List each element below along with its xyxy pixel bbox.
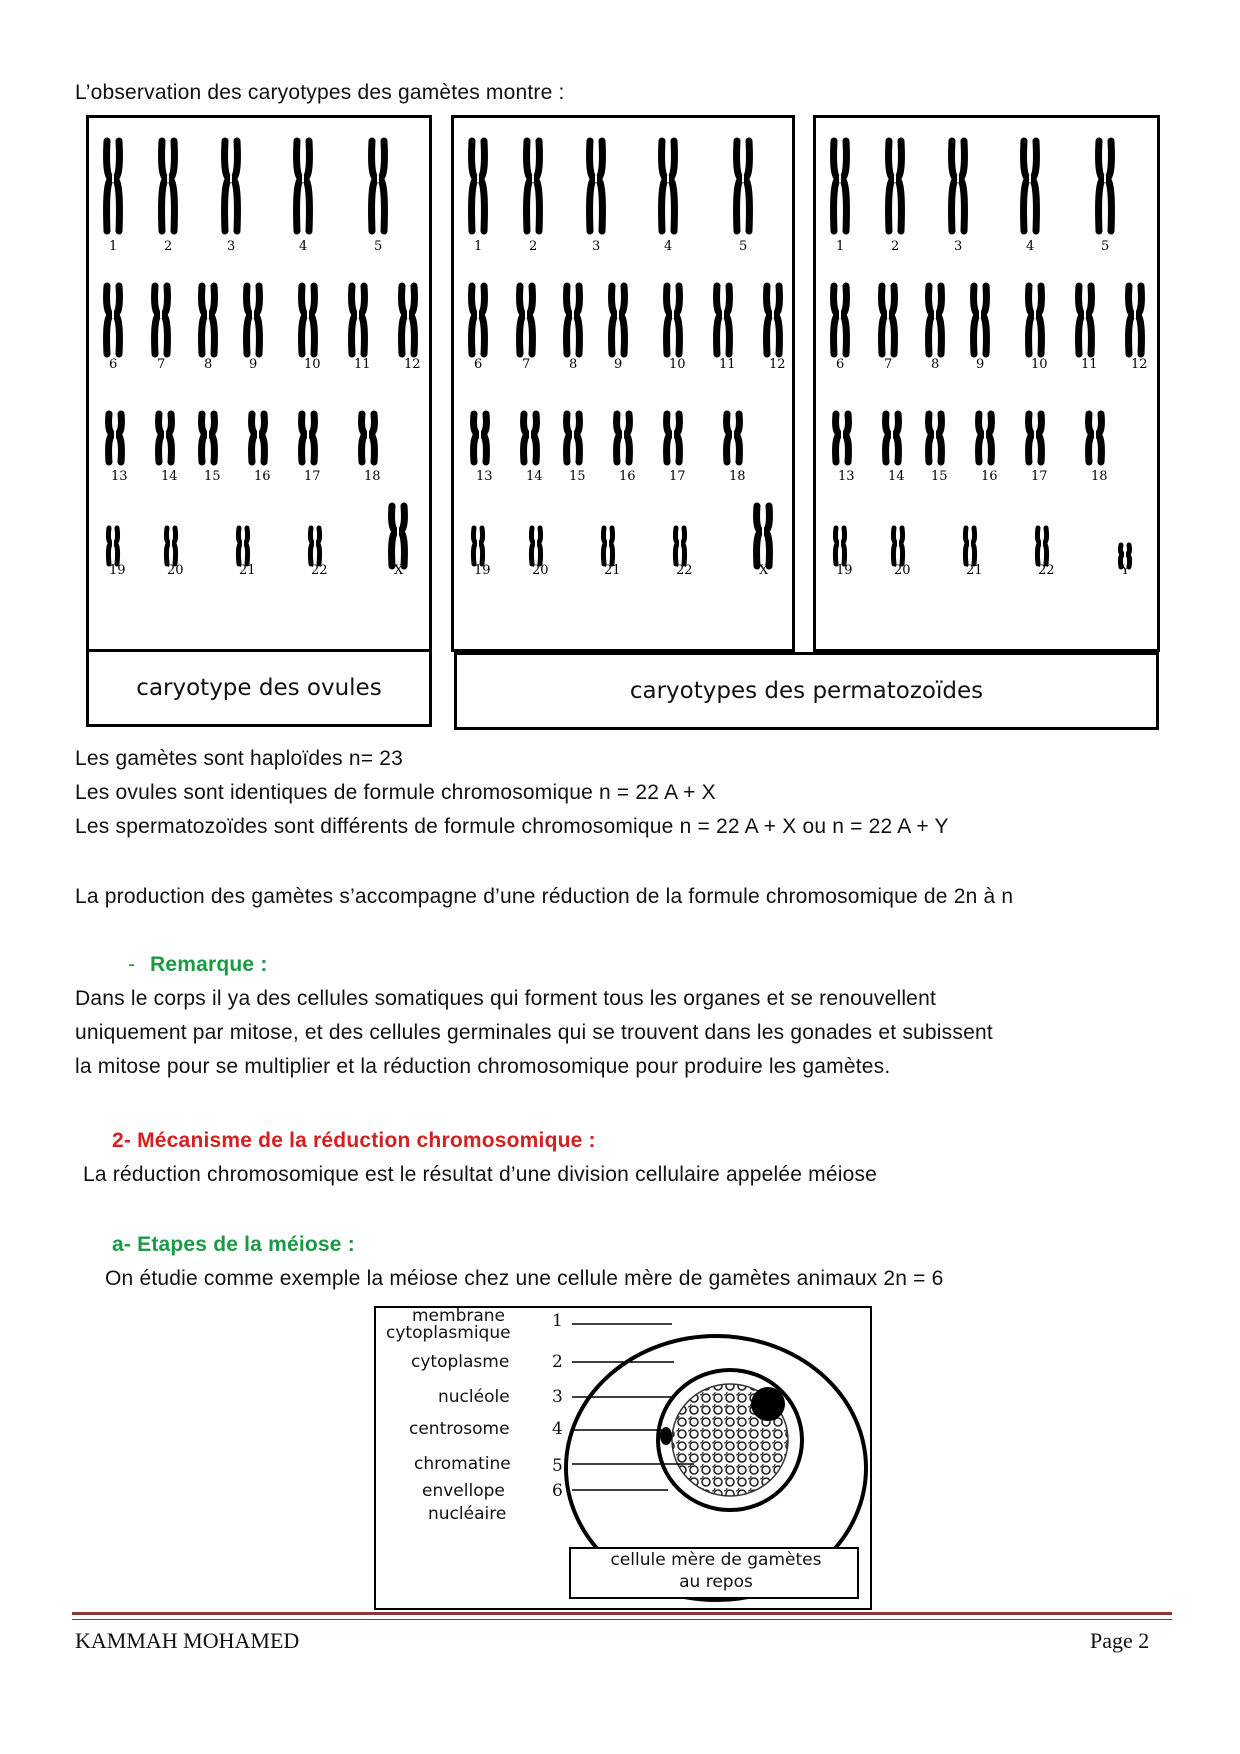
chromosome-number-16: 16 [619, 469, 636, 484]
label-num-1: 1 [552, 1311, 563, 1331]
chromosome-number-8: 8 [569, 357, 578, 372]
section-2-text: La réduction chromosomique est le résultat d’une division cellulaire appelée méiose [83, 1163, 878, 1186]
label-num-4: 4 [552, 1419, 563, 1439]
nucleolus-dot [751, 1387, 785, 1421]
chromosome-number-16: 16 [981, 469, 998, 484]
label-chromatine: chromatine [414, 1454, 511, 1474]
chromosome-21 [238, 528, 247, 564]
chromosome-number-11: 11 [354, 357, 371, 372]
chromosome-number-6: 6 [836, 357, 845, 372]
chromosome-number-10: 10 [1031, 357, 1048, 372]
chromosome-number-6: 6 [474, 357, 483, 372]
chromosome-number-20: 20 [894, 563, 911, 578]
chromosome-19 [108, 528, 117, 564]
cell-figure [374, 1306, 872, 1610]
remarque-line-1: Dans le corps il ya des cellules somatiques qui forment tous les organes et se renouvellent [75, 987, 936, 1010]
chromosome-1 [834, 141, 847, 231]
chromosome-15 [567, 414, 580, 462]
chromosome-1 [472, 141, 485, 231]
chromosome-21 [603, 528, 612, 564]
chromosome-number-22: 22 [311, 563, 328, 578]
chromosome-number-21: 21 [604, 563, 621, 578]
chromosome-18 [362, 414, 375, 462]
chromosome-8 [567, 286, 580, 354]
chromosome-number-18: 18 [1091, 469, 1108, 484]
label-envellope: envellope [422, 1481, 505, 1501]
chromosome-number-15: 15 [204, 469, 221, 484]
chromosome-9 [974, 286, 987, 354]
chromosome-22 [675, 528, 684, 564]
chromosome-11 [352, 286, 365, 354]
chromosome-number-15: 15 [931, 469, 948, 484]
chromosome-5 [737, 141, 750, 231]
chromosome-number-16: 16 [254, 469, 271, 484]
karyotype-panel-sperm-y [813, 115, 1160, 652]
karyotype-drawing-sperm-y [816, 118, 1157, 649]
fact-reduction: La production des gamètes s’accompagne d’une réduction de la formule chromosomique de 2n à n [75, 885, 1014, 908]
chromosome-number-1: 1 [474, 239, 483, 254]
chromosome-number-17: 17 [304, 469, 321, 484]
chromosome-number-3: 3 [227, 239, 236, 254]
chromosome-number-12: 12 [1131, 357, 1148, 372]
chromosome-2 [527, 141, 540, 231]
chromosome-3 [590, 141, 603, 231]
label-cytoplasmique: cytoplasmique [386, 1323, 511, 1343]
chromosome-number-6: 6 [109, 357, 118, 372]
chromosome-11 [1079, 286, 1092, 354]
chromosome-number-9: 9 [976, 357, 985, 372]
chromosome-22 [310, 528, 319, 564]
chromosome-10 [667, 286, 680, 354]
chromosome-12 [402, 286, 415, 354]
chromosome-20 [531, 528, 540, 564]
chromosome-18 [727, 414, 740, 462]
chromosome-12 [1129, 286, 1142, 354]
chromosome-number-4: 4 [299, 239, 308, 254]
karyotype-panel-sperm-x [451, 115, 795, 652]
cell-caption-line-1: cellule mère de gamètes [610, 1550, 822, 1570]
chromosome-2 [162, 141, 175, 231]
chromosome-number-14: 14 [161, 469, 178, 484]
sex-chromosome-label: Y [1121, 563, 1130, 578]
caption-ovules: caryotype des ovules [86, 649, 432, 727]
chromosome-X-sex [757, 506, 770, 566]
label-membrane: membrane [412, 1306, 506, 1326]
remarque-line-3: la mitose pour se multiplier et la réduction chromosomique pour produire les gamètes. [75, 1055, 891, 1078]
chromosome-number-2: 2 [891, 239, 900, 254]
karyotype-drawing-ovule [89, 118, 429, 649]
section-a-text: On étudie comme exemple la méiose chez une cellule mère de gamètes animaux 2n = 6 [105, 1267, 944, 1290]
chromosome-number-7: 7 [884, 357, 893, 372]
chromosome-number-14: 14 [888, 469, 905, 484]
chromosome-number-9: 9 [614, 357, 623, 372]
chromosome-2 [889, 141, 902, 231]
label-num-2: 2 [552, 1352, 563, 1372]
footer-rule [72, 1612, 1172, 1615]
chromosome-number-20: 20 [532, 563, 549, 578]
chromosome-5 [1099, 141, 1112, 231]
chromosome-4 [662, 141, 675, 231]
chromosome-number-21: 21 [966, 563, 983, 578]
chromosome-9 [612, 286, 625, 354]
chromosome-15 [202, 414, 215, 462]
cell-caption-line-2: au repos [679, 1572, 753, 1592]
chromosome-number-13: 13 [838, 469, 855, 484]
chromosome-number-5: 5 [739, 239, 748, 254]
chromosome-4 [297, 141, 310, 231]
chromosome-9 [247, 286, 260, 354]
chromosome-number-4: 4 [1026, 239, 1035, 254]
chromosome-number-3: 3 [954, 239, 963, 254]
label-num-3: 3 [552, 1387, 563, 1407]
chromosome-1 [107, 141, 120, 231]
chromosome-14 [886, 414, 899, 462]
chromosome-7 [155, 286, 168, 354]
karyotype-drawing-sperm-x [454, 118, 792, 649]
chromosome-18 [1089, 414, 1102, 462]
chromosome-17 [302, 414, 315, 462]
remarque-heading: Remarque : [150, 953, 268, 976]
chromosome-20 [893, 528, 902, 564]
chromosome-5 [372, 141, 385, 231]
chromosome-16 [252, 414, 265, 462]
chromosome-number-22: 22 [1038, 563, 1055, 578]
chromosome-20 [166, 528, 175, 564]
chromosome-number-1: 1 [836, 239, 845, 254]
chromosome-number-15: 15 [569, 469, 586, 484]
chromosome-8 [929, 286, 942, 354]
remarque-line-2: uniquement par mitose, et des cellules germinales qui se trouvent dans les gonades et subissent [75, 1021, 993, 1044]
section-a-heading: a- Etapes de la méiose : [112, 1233, 355, 1256]
chromosome-13 [109, 414, 122, 462]
chromosome-number-14: 14 [526, 469, 543, 484]
chromosome-8 [202, 286, 215, 354]
chromosome-number-20: 20 [167, 563, 184, 578]
chromosome-number-12: 12 [404, 357, 421, 372]
chromosome-number-17: 17 [669, 469, 686, 484]
chromosome-number-2: 2 [529, 239, 538, 254]
chromosome-number-1: 1 [109, 239, 118, 254]
footer-rule-thin [72, 1619, 1172, 1620]
chromosome-number-3: 3 [592, 239, 601, 254]
intro-text: L’observation des caryotypes des gamètes montre : [75, 81, 565, 104]
chromosome-13 [836, 414, 849, 462]
chromosome-16 [617, 414, 630, 462]
chromosome-3 [225, 141, 238, 231]
fact-ovules: Les ovules sont identiques de formule chromosomique n = 22 A + X [75, 781, 716, 804]
label-nucleole: nucléole [438, 1387, 510, 1407]
footer-author: KAMMAH MOHAMED [75, 1628, 300, 1653]
label-num-6: 6 [552, 1481, 563, 1501]
footer-page-number: Page 2 [1090, 1628, 1150, 1653]
chromosome-number-19: 19 [836, 563, 853, 578]
chromosome-6 [472, 286, 485, 354]
label-centrosome: centrosome [409, 1419, 510, 1439]
fact-spermatozoides: Les spermatozoïdes sont différents de formule chromosomique n = 22 A + X ou n = 22 A + Y [75, 815, 949, 838]
chromosome-number-10: 10 [669, 357, 686, 372]
chromosome-X-sex [392, 506, 405, 566]
chromosome-number-19: 19 [474, 563, 491, 578]
karyotype-panel-ovule [86, 115, 432, 652]
label-num-5: 5 [552, 1456, 563, 1476]
chromosome-number-11: 11 [1081, 357, 1098, 372]
chromosome-6 [107, 286, 120, 354]
chromosome-13 [474, 414, 487, 462]
chromosome-14 [159, 414, 172, 462]
chromosome-number-13: 13 [111, 469, 128, 484]
label-cytoplasme: cytoplasme [411, 1352, 510, 1372]
chromosome-number-18: 18 [364, 469, 381, 484]
chromosome-16 [979, 414, 992, 462]
chromosome-19 [473, 528, 482, 564]
chromosome-number-7: 7 [157, 357, 166, 372]
chromosome-number-8: 8 [204, 357, 213, 372]
chromosome-number-21: 21 [239, 563, 256, 578]
chromosome-6 [834, 286, 847, 354]
chromosome-number-12: 12 [769, 357, 786, 372]
chromosome-number-2: 2 [164, 239, 173, 254]
chromosome-19 [835, 528, 844, 564]
chromosome-number-11: 11 [719, 357, 736, 372]
chromosome-number-8: 8 [931, 357, 940, 372]
chromosome-number-13: 13 [476, 469, 493, 484]
chromosome-17 [1029, 414, 1042, 462]
chromosome-17 [667, 414, 680, 462]
label-nucleaire: nucléaire [428, 1504, 507, 1524]
chromosome-11 [717, 286, 730, 354]
chromosome-4 [1024, 141, 1037, 231]
chromosome-3 [952, 141, 965, 231]
chromosome-number-22: 22 [676, 563, 693, 578]
chromosome-number-9: 9 [249, 357, 258, 372]
chromosome-number-17: 17 [1031, 469, 1048, 484]
fact-haploid: Les gamètes sont haploïdes n= 23 [75, 747, 404, 770]
chromosome-number-10: 10 [304, 357, 321, 372]
chromosome-number-7: 7 [522, 357, 531, 372]
chromosome-15 [929, 414, 942, 462]
chromosome-10 [1029, 286, 1042, 354]
chromosome-10 [302, 286, 315, 354]
chromosome-14 [524, 414, 537, 462]
chromosome-21 [965, 528, 974, 564]
chromosome-number-5: 5 [374, 239, 383, 254]
caption-spermatozoides: caryotypes des permatozoïdes [454, 652, 1159, 730]
section-2-heading: 2- Mécanisme de la réduction chromosomique : [112, 1129, 596, 1152]
chromosome-number-19: 19 [109, 563, 126, 578]
chromosome-number-4: 4 [664, 239, 673, 254]
remarque-dash: - [128, 953, 136, 976]
sex-chromosome-label: X [759, 563, 769, 578]
chromosome-number-18: 18 [729, 469, 746, 484]
chromosome-7 [882, 286, 895, 354]
chromosome-7 [520, 286, 533, 354]
chromosome-22 [1037, 528, 1046, 564]
chromosome-number-5: 5 [1101, 239, 1110, 254]
sex-chromosome-label: X [394, 563, 404, 578]
chromosome-12 [767, 286, 780, 354]
